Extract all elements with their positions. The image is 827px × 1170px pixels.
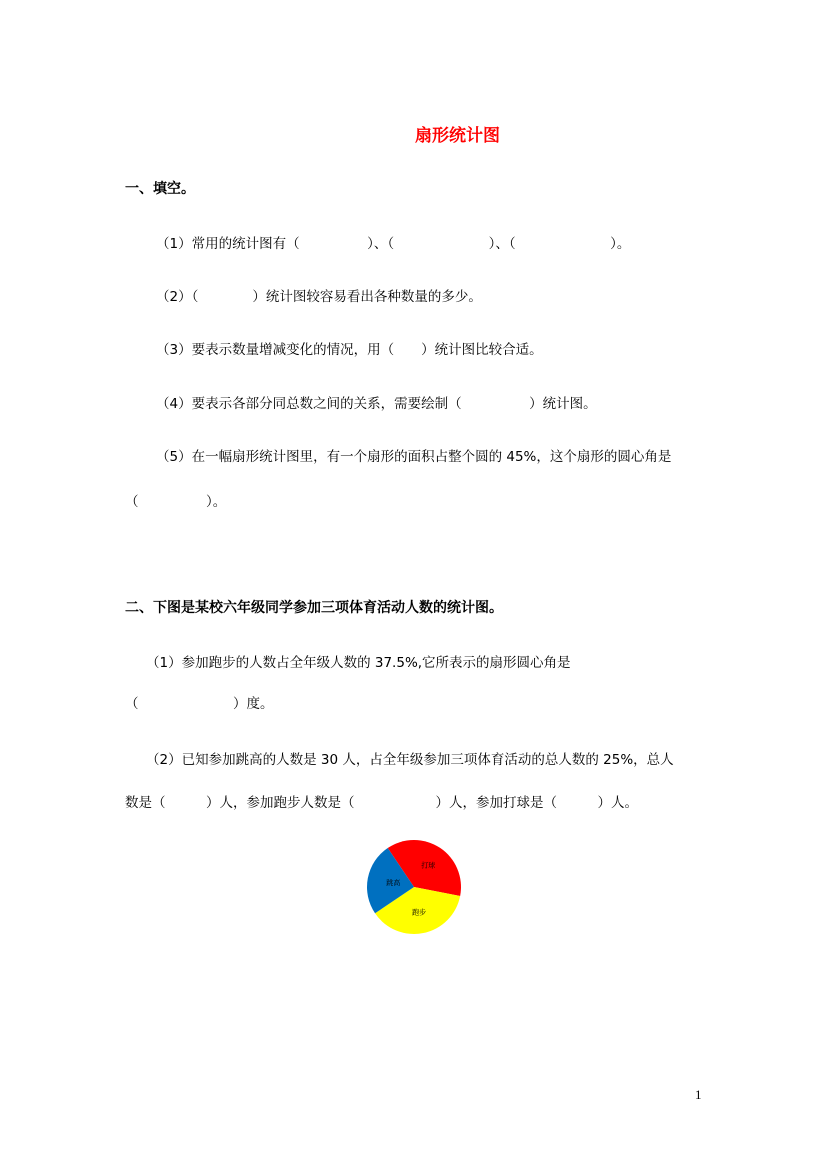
pie-label-2: 跑步 bbox=[412, 908, 427, 917]
section1-heading: 一、填空。 bbox=[125, 181, 195, 197]
section2-question-1-line2: （ ）度。 bbox=[125, 696, 274, 712]
page-number: 1 bbox=[695, 1087, 702, 1102]
pie-chart bbox=[365, 838, 463, 936]
section2-question-2-line1: （2）已知参加跳高的人数是 30 人，占全年级参加三项体育活动的总人数的 25%，总人 bbox=[146, 752, 674, 768]
section2-question-2-line2: 数是（ ）人，参加跑步人数是（ ）人，参加打球是（ ）人。 bbox=[125, 795, 638, 811]
section1-question-4: （4）要表示各部分同总数之间的关系，需要绘制（ ）统计图。 bbox=[156, 396, 597, 412]
section1-question-3: （3）要表示数量增减变化的情况，用（ ）统计图比较合适。 bbox=[156, 342, 543, 358]
pie-label-1: 打球 bbox=[421, 861, 436, 870]
page-title: 扇形统计图 bbox=[415, 126, 500, 146]
section2-heading: 二、下图是某校六年级同学参加三项体育活动人数的统计图。 bbox=[125, 600, 503, 616]
section2-question-1-line1: （1）参加跑步的人数占全年级人数的 37.5%,它所表示的扇形圆心角是 bbox=[146, 655, 571, 671]
section1-question-2: （2）（ ）统计图较容易看出各种数量的多少。 bbox=[156, 289, 482, 305]
section1-question-1: （1）常用的统计图有（ ）、（ ）、（ ）。 bbox=[156, 236, 631, 252]
section1-question-5-line2: （ ）。 bbox=[125, 494, 227, 510]
section1-question-5-line1: （5）在一幅扇形统计图里，有一个扇形的面积占整个圆的 45%，这个扇形的圆心角是 bbox=[156, 449, 672, 465]
pie-label-3: 跳高 bbox=[386, 878, 401, 887]
